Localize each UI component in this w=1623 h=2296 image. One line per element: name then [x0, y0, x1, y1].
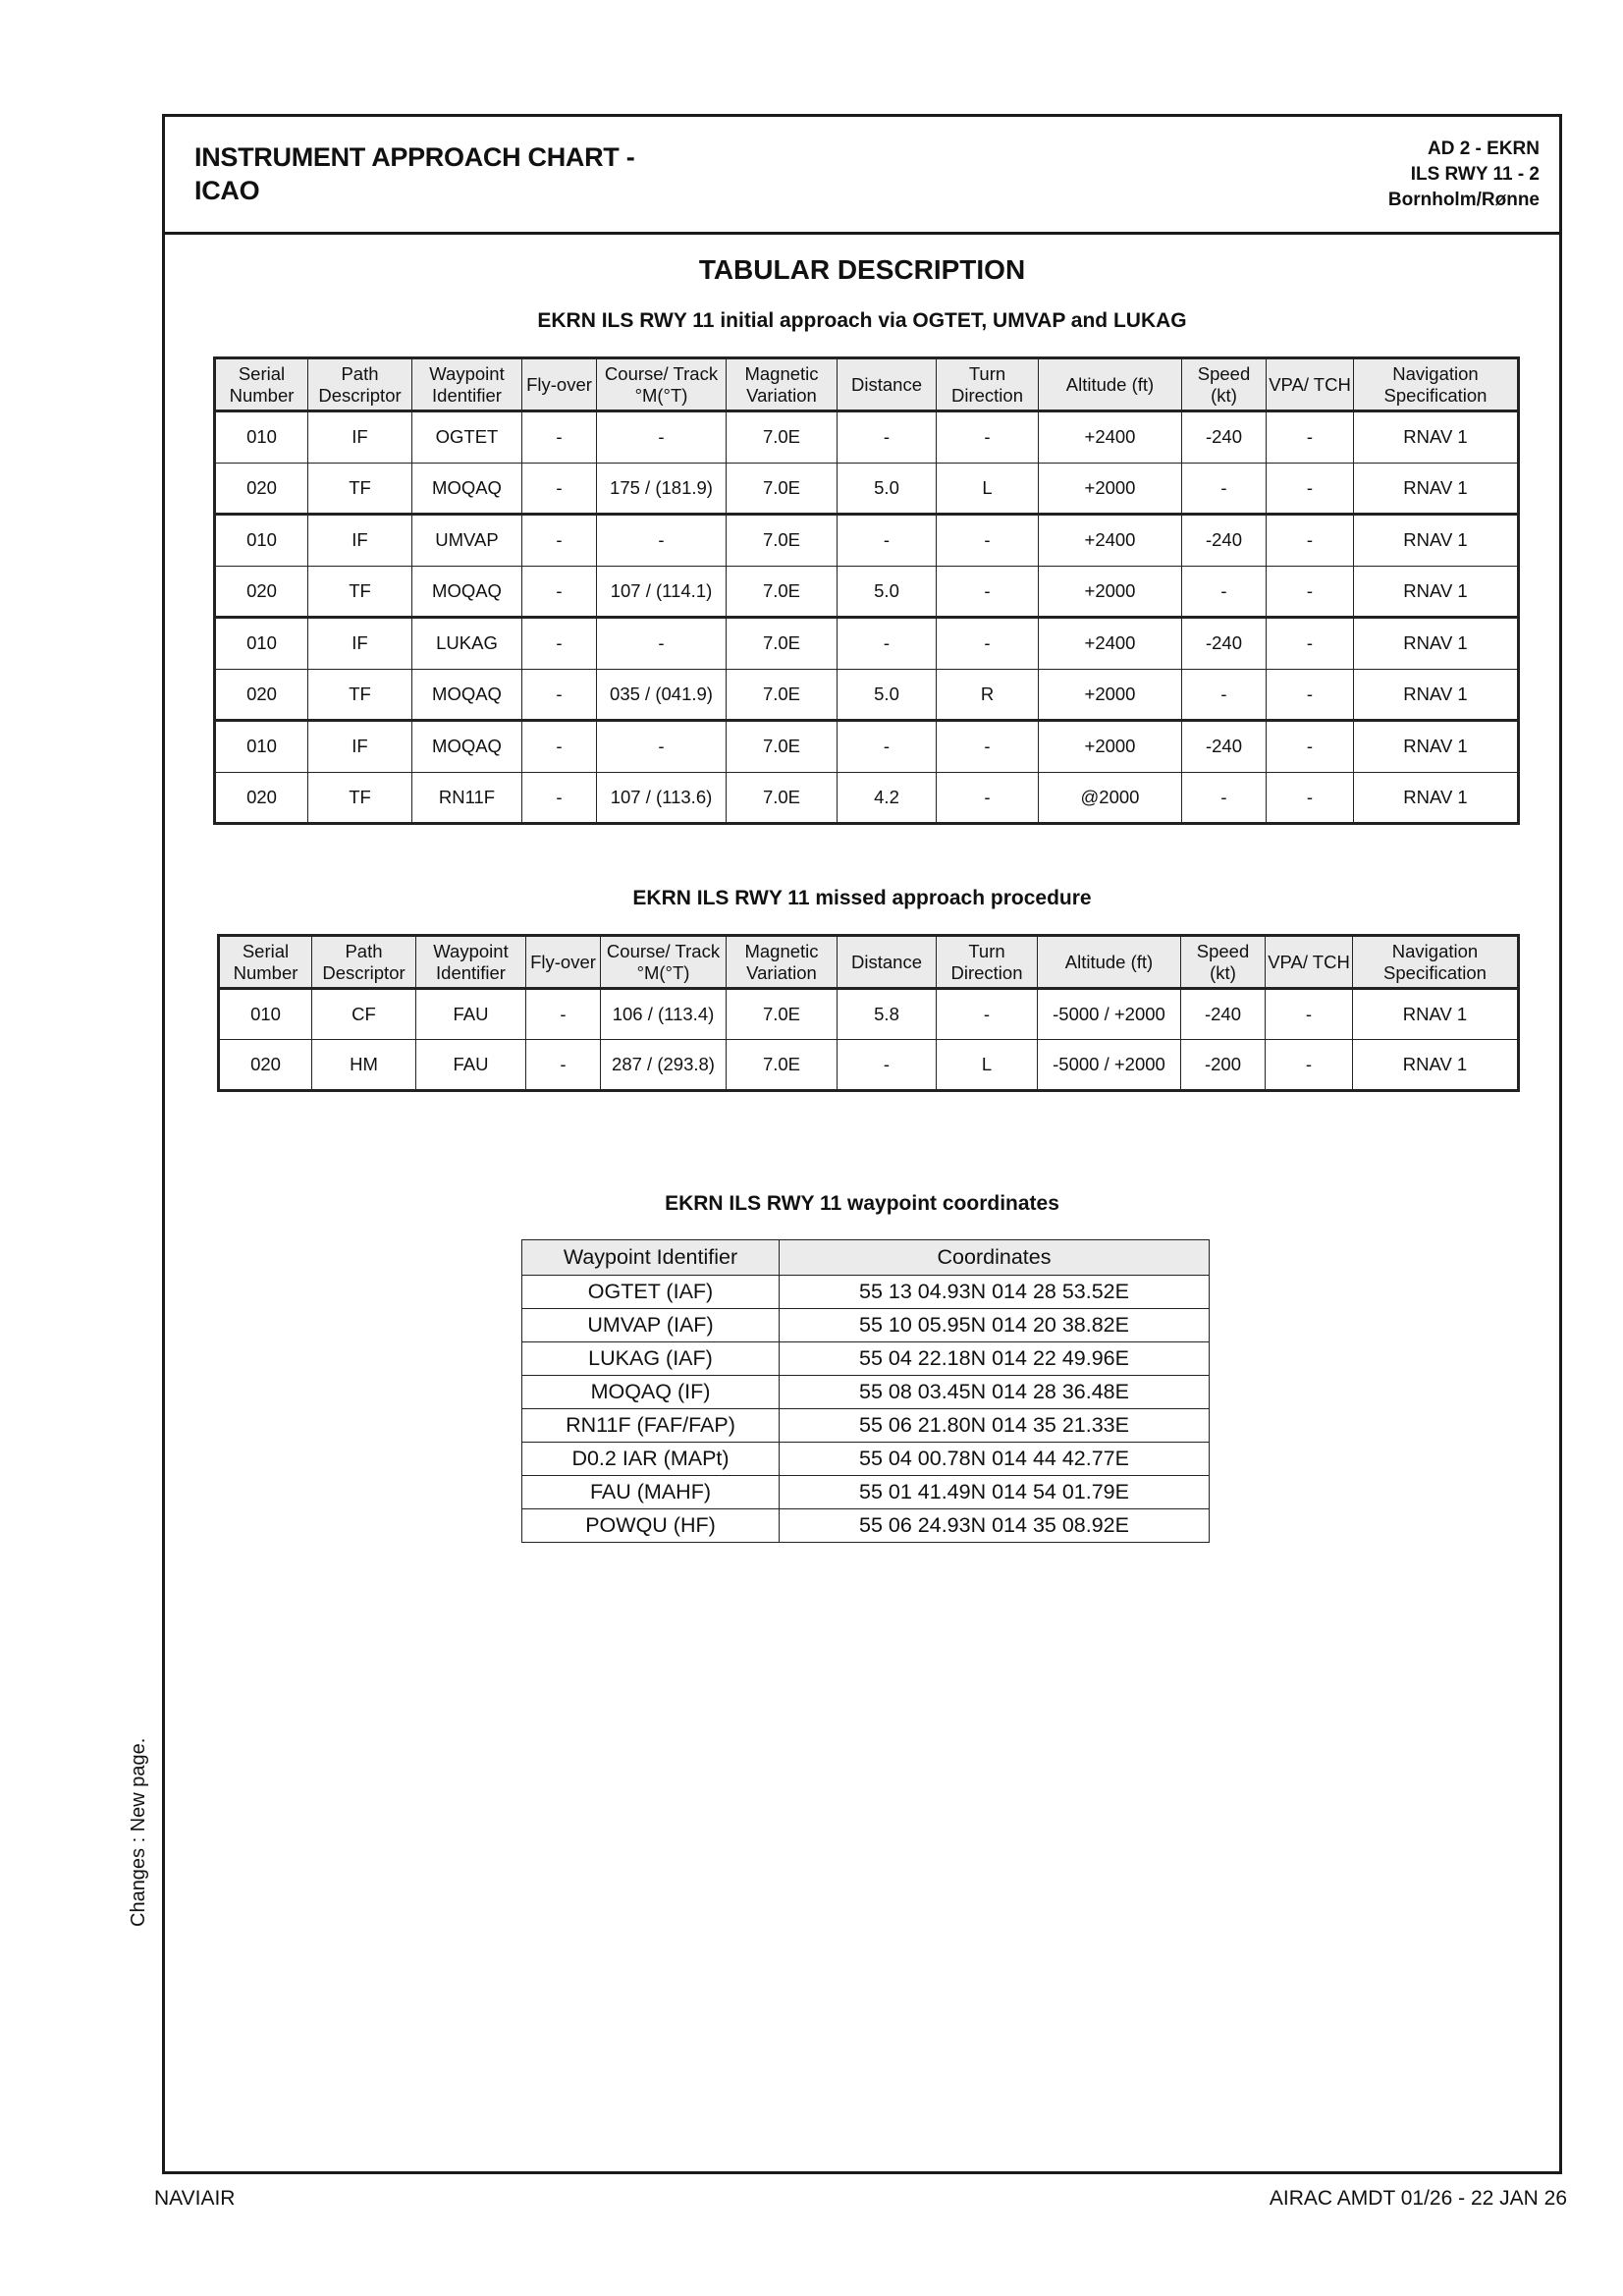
- missed-approach-table: [217, 934, 1520, 1092]
- table-row: [215, 721, 1519, 773]
- table-cell: 55 04 00.78N 014 44 42.77E: [780, 1443, 1210, 1476]
- column-header: Waypoint Identifier: [416, 936, 526, 989]
- column-header: Magnetic Variation: [727, 358, 838, 411]
- table-cell: 020: [215, 566, 308, 618]
- table-cell: -: [1182, 463, 1267, 515]
- table-cell: 7.0E: [727, 566, 838, 618]
- column-header: Serial Number: [219, 936, 312, 989]
- table-cell: -: [838, 411, 937, 464]
- table-cell: 020: [215, 669, 308, 721]
- table-cell: 7.0E: [727, 1040, 838, 1091]
- table-cell: -: [522, 515, 597, 567]
- table-cell: FAU: [416, 1040, 526, 1091]
- table-cell: CF: [312, 989, 416, 1040]
- column-header: VPA/ TCH: [1267, 358, 1354, 411]
- table-header-row: [522, 1240, 1210, 1276]
- table-cell: 010: [219, 989, 312, 1040]
- table-cell: 55 13 04.93N 014 28 53.52E: [780, 1276, 1210, 1309]
- table-cell: -: [522, 463, 597, 515]
- table-cell: -: [526, 1040, 601, 1091]
- table-cell: IF: [308, 721, 412, 773]
- footer-publisher: NAVIAIR: [154, 2187, 236, 2210]
- table-cell: 55 08 03.45N 014 28 36.48E: [780, 1376, 1210, 1409]
- column-header: Course/ Track °M(°T): [597, 358, 727, 411]
- table-cell: RNAV 1: [1354, 669, 1519, 721]
- table-cell: IF: [308, 618, 412, 670]
- table-cell: OGTET: [412, 411, 522, 464]
- column-header: Speed (kt): [1182, 358, 1267, 411]
- chart-ref-line: Bornholm/Rønne: [1387, 190, 1540, 210]
- table-cell: +2000: [1039, 463, 1182, 515]
- table-cell: 5.8: [838, 989, 937, 1040]
- table-cell: +2400: [1039, 618, 1182, 670]
- table-row: [215, 566, 1519, 618]
- column-header: Fly-over: [522, 358, 597, 411]
- approach-table-title: EKRN ILS RWY 11 initial approach via OGTET, UMVAP and LUKAG: [537, 309, 1187, 332]
- table-cell: TF: [308, 669, 412, 721]
- table-cell: +2000: [1039, 669, 1182, 721]
- table-cell: D0.2 IAR (MAPt): [522, 1443, 780, 1476]
- table-cell: +2000: [1039, 566, 1182, 618]
- table-cell: 020: [219, 1040, 312, 1091]
- changes-note: Changes : New page.: [128, 1737, 149, 1927]
- table-cell: RNAV 1: [1354, 463, 1519, 515]
- column-header: Course/ Track °M(°T): [601, 936, 727, 989]
- table-cell: R: [937, 669, 1039, 721]
- column-header: Speed (kt): [1181, 936, 1266, 989]
- table-cell: 7.0E: [727, 463, 838, 515]
- table-cell: -: [1267, 721, 1354, 773]
- table-cell: -5000 / +2000: [1038, 989, 1181, 1040]
- table-cell: UMVAP (IAF): [522, 1309, 780, 1342]
- chart-ref-line: ILS RWY 11 - 2: [1410, 164, 1540, 185]
- table-cell: RN11F (FAF/FAP): [522, 1409, 780, 1443]
- table-cell: -: [597, 721, 727, 773]
- table-cell: -: [838, 515, 937, 567]
- table-row: [215, 411, 1519, 464]
- table-cell: -240: [1182, 721, 1267, 773]
- table-cell: -200: [1181, 1040, 1266, 1091]
- table-cell: -: [937, 411, 1039, 464]
- table-cell: -: [838, 618, 937, 670]
- chart-title: [194, 140, 705, 207]
- table-cell: TF: [308, 463, 412, 515]
- table-cell: +2400: [1039, 411, 1182, 464]
- table-cell: -: [1267, 566, 1354, 618]
- table-cell: 7.0E: [727, 618, 838, 670]
- table-cell: IF: [308, 411, 412, 464]
- table-cell: MOQAQ: [412, 669, 522, 721]
- table-cell: HM: [312, 1040, 416, 1091]
- column-header: Coordinates: [780, 1240, 1210, 1276]
- table-cell: FAU: [416, 989, 526, 1040]
- table-cell: 010: [215, 411, 308, 464]
- table-cell: -: [1267, 463, 1354, 515]
- column-header: VPA/ TCH: [1266, 936, 1353, 989]
- table-cell: -: [1267, 772, 1354, 824]
- table-cell: 035 / (041.9): [597, 669, 727, 721]
- table-cell: -: [597, 411, 727, 464]
- table-cell: -: [522, 772, 597, 824]
- table-cell: -240: [1182, 515, 1267, 567]
- table-cell: 020: [215, 463, 308, 515]
- table-cell: @2000: [1039, 772, 1182, 824]
- table-row: [215, 669, 1519, 721]
- table-cell: -: [838, 721, 937, 773]
- table-cell: -240: [1181, 989, 1266, 1040]
- table-cell: -: [1182, 772, 1267, 824]
- table-cell: 020: [215, 772, 308, 824]
- table-row: [219, 989, 1519, 1040]
- table-cell: -: [522, 411, 597, 464]
- table-cell: 5.0: [838, 566, 937, 618]
- table-cell: -: [522, 721, 597, 773]
- table-cell: -240: [1182, 411, 1267, 464]
- table-cell: LUKAG (IAF): [522, 1342, 780, 1376]
- table-row: [215, 463, 1519, 515]
- table-cell: 7.0E: [727, 515, 838, 567]
- waypoint-coordinates-table: [521, 1239, 1210, 1543]
- table-row: [522, 1409, 1210, 1443]
- table-cell: -: [522, 669, 597, 721]
- column-header: Navigation Specification: [1353, 936, 1519, 989]
- table-cell: RNAV 1: [1354, 515, 1519, 567]
- table-row: [522, 1309, 1210, 1342]
- table-cell: -: [1182, 669, 1267, 721]
- table-cell: FAU (MAHF): [522, 1476, 780, 1509]
- table-cell: -: [838, 1040, 937, 1091]
- column-header: Serial Number: [215, 358, 308, 411]
- table-cell: 55 06 24.93N 014 35 08.92E: [780, 1509, 1210, 1543]
- table-cell: -: [937, 989, 1038, 1040]
- table-cell: RNAV 1: [1353, 989, 1519, 1040]
- chart-ref-line: AD 2 - EKRN: [1427, 138, 1540, 159]
- table-header-row: [219, 936, 1519, 989]
- table-cell: POWQU (HF): [522, 1509, 780, 1543]
- table-cell: -: [1267, 618, 1354, 670]
- table-cell: -: [937, 618, 1039, 670]
- column-header: Path Descriptor: [312, 936, 416, 989]
- table-cell: -: [1267, 669, 1354, 721]
- table-cell: 107 / (113.6): [597, 772, 727, 824]
- table-cell: RNAV 1: [1354, 721, 1519, 773]
- table-cell: LUKAG: [412, 618, 522, 670]
- table-cell: MOQAQ (IF): [522, 1376, 780, 1409]
- table-cell: 4.2: [838, 772, 937, 824]
- table-cell: MOQAQ: [412, 566, 522, 618]
- table-cell: 7.0E: [727, 411, 838, 464]
- table-row: [522, 1376, 1210, 1409]
- column-header: Waypoint Identifier: [522, 1240, 780, 1276]
- column-header: Altitude (ft): [1038, 936, 1181, 989]
- table-cell: -: [1267, 515, 1354, 567]
- table-row: [219, 1040, 1519, 1091]
- page-frame: [162, 114, 1562, 2174]
- table-cell: RNAV 1: [1354, 566, 1519, 618]
- table-cell: 55 04 22.18N 014 22 49.96E: [780, 1342, 1210, 1376]
- table-cell: 5.0: [838, 463, 937, 515]
- table-cell: -5000 / +2000: [1038, 1040, 1181, 1091]
- table-cell: 106 / (113.4): [601, 989, 727, 1040]
- table-cell: 107 / (114.1): [597, 566, 727, 618]
- table-cell: -: [526, 989, 601, 1040]
- table-cell: -: [1182, 566, 1267, 618]
- table-cell: 5.0: [838, 669, 937, 721]
- column-header: Distance: [838, 358, 937, 411]
- page-title: TABULAR DESCRIPTION: [698, 254, 1026, 285]
- column-header: Navigation Specification: [1354, 358, 1519, 411]
- table-cell: TF: [308, 566, 412, 618]
- table-cell: -: [597, 618, 727, 670]
- column-header: Altitude (ft): [1039, 358, 1182, 411]
- chart-title-line: INSTRUMENT APPROACH CHART -: [194, 142, 635, 172]
- table-cell: +2000: [1039, 721, 1182, 773]
- column-header: Turn Direction: [937, 358, 1039, 411]
- approach-table: [213, 356, 1520, 825]
- table-cell: RNAV 1: [1354, 411, 1519, 464]
- table-cell: 7.0E: [727, 721, 838, 773]
- table-row: [522, 1276, 1210, 1309]
- table-cell: -: [522, 618, 597, 670]
- table-cell: L: [937, 1040, 1038, 1091]
- table-cell: 7.0E: [727, 669, 838, 721]
- table-cell: 55 06 21.80N 014 35 21.33E: [780, 1409, 1210, 1443]
- column-header: Fly-over: [526, 936, 601, 989]
- table-row: [215, 772, 1519, 824]
- table-cell: MOQAQ: [412, 463, 522, 515]
- column-header: Distance: [838, 936, 937, 989]
- chart-title-line: ICAO: [194, 176, 260, 205]
- table-row: [522, 1509, 1210, 1543]
- column-header: Turn Direction: [937, 936, 1038, 989]
- table-cell: MOQAQ: [412, 721, 522, 773]
- table-row: [215, 515, 1519, 567]
- table-cell: OGTET (IAF): [522, 1276, 780, 1309]
- column-header: Magnetic Variation: [727, 936, 838, 989]
- table-cell: 175 / (181.9): [597, 463, 727, 515]
- table-cell: 010: [215, 515, 308, 567]
- table-cell: -: [937, 721, 1039, 773]
- table-cell: -: [597, 515, 727, 567]
- table-cell: UMVAP: [412, 515, 522, 567]
- table-cell: 287 / (293.8): [601, 1040, 727, 1091]
- table-cell: -240: [1182, 618, 1267, 670]
- table-cell: +2400: [1039, 515, 1182, 567]
- table-cell: L: [937, 463, 1039, 515]
- chart-reference: [1388, 137, 1540, 213]
- table-cell: -: [522, 566, 597, 618]
- table-cell: -: [937, 772, 1039, 824]
- table-cell: TF: [308, 772, 412, 824]
- table-header-row: [215, 358, 1519, 411]
- table-cell: -: [1266, 989, 1353, 1040]
- table-cell: -: [937, 515, 1039, 567]
- table-cell: 7.0E: [727, 989, 838, 1040]
- table-cell: 55 10 05.95N 014 20 38.82E: [780, 1309, 1210, 1342]
- table-cell: RN11F: [412, 772, 522, 824]
- table-cell: 55 01 41.49N 014 54 01.79E: [780, 1476, 1210, 1509]
- table-cell: 7.0E: [727, 772, 838, 824]
- table-cell: RNAV 1: [1354, 772, 1519, 824]
- table-cell: -: [1267, 411, 1354, 464]
- table-row: [522, 1443, 1210, 1476]
- chart-header: [165, 117, 1559, 235]
- table-cell: RNAV 1: [1354, 618, 1519, 670]
- table-row: [215, 618, 1519, 670]
- table-cell: RNAV 1: [1353, 1040, 1519, 1091]
- table-cell: -: [1266, 1040, 1353, 1091]
- column-header: Waypoint Identifier: [412, 358, 522, 411]
- table-cell: -: [937, 566, 1039, 618]
- missed-table-title: EKRN ILS RWY 11 missed approach procedure: [632, 887, 1092, 909]
- footer-amendment: AIRAC AMDT 01/26 - 22 JAN 26: [1269, 2187, 1567, 2210]
- table-row: [522, 1476, 1210, 1509]
- table-cell: IF: [308, 515, 412, 567]
- coordinates-table-title: EKRN ILS RWY 11 waypoint coordinates: [665, 1192, 1059, 1215]
- column-header: Path Descriptor: [308, 358, 412, 411]
- table-row: [522, 1342, 1210, 1376]
- table-cell: 010: [215, 721, 308, 773]
- table-cell: 010: [215, 618, 308, 670]
